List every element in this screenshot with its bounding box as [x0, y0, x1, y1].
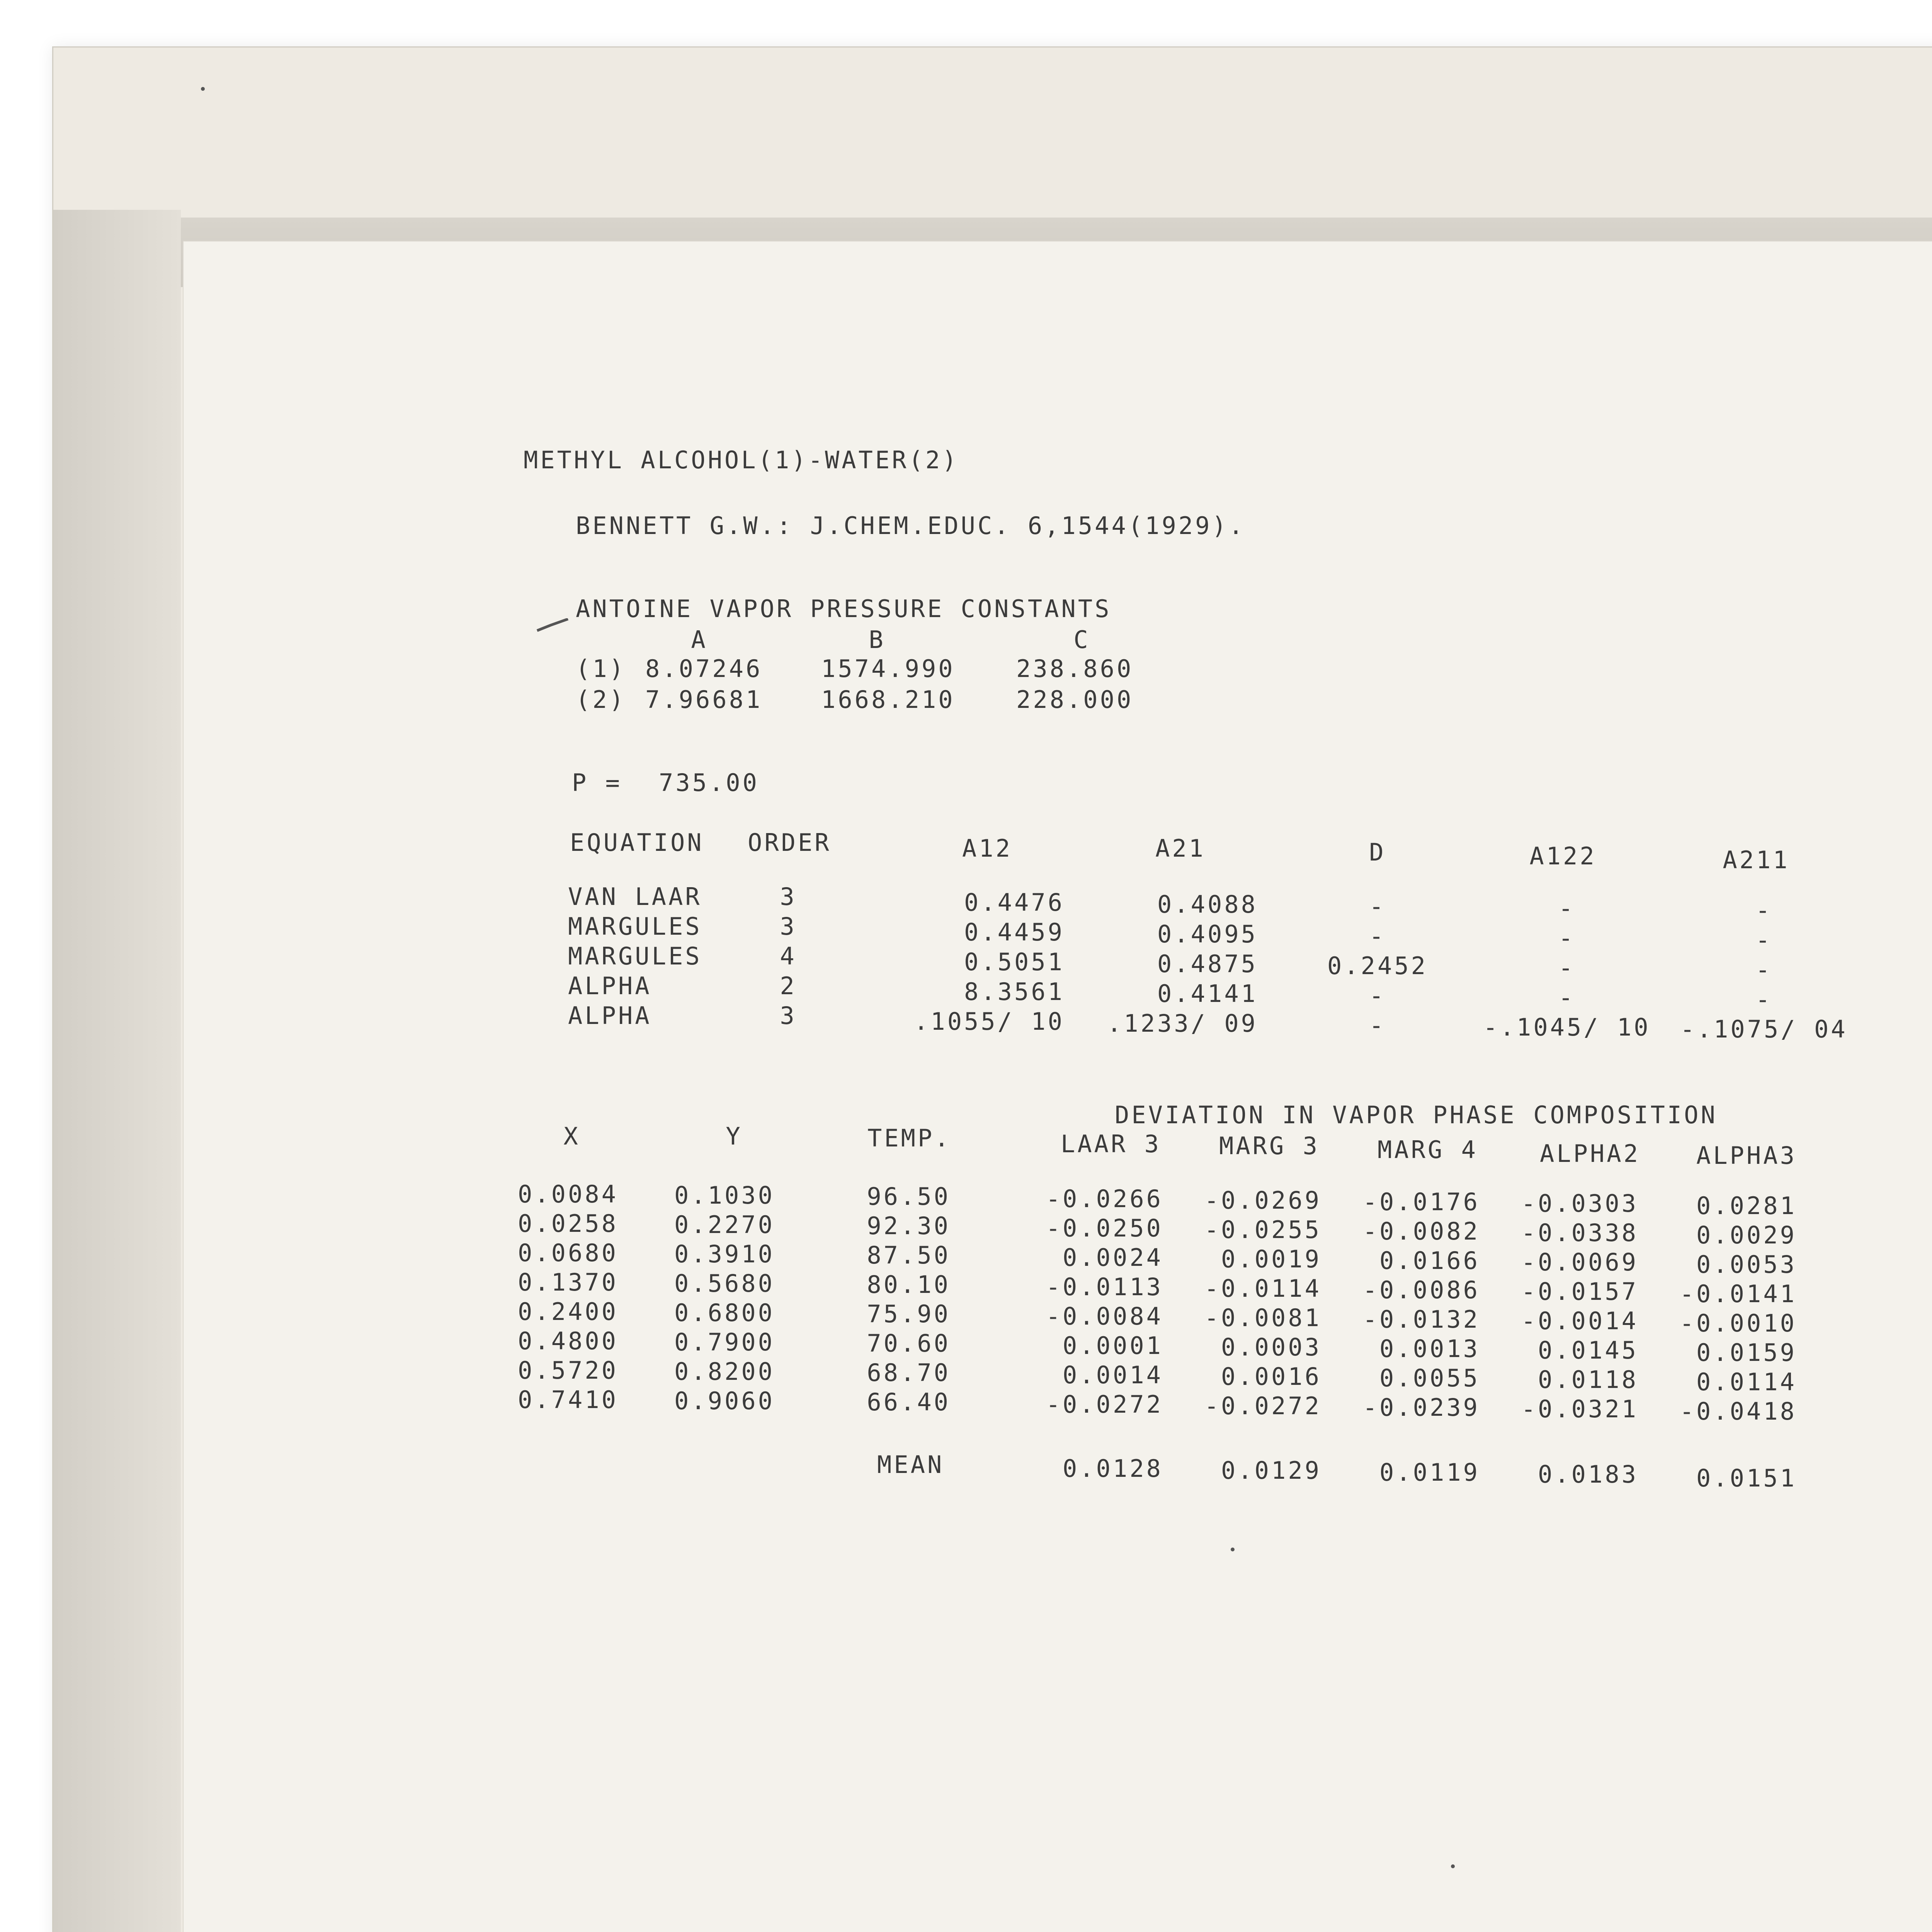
dev-header-alpha3: ALPHA3 [1696, 1141, 1797, 1170]
mean-marg4: 0.0119 [1379, 1458, 1480, 1486]
dev-row-alpha2: -0.0157 [1521, 1277, 1638, 1306]
reference-citation: BENNETT G.W.: J.CHEM.EDUC. 6,1544(1929). [576, 512, 1246, 540]
dev-row-temp: 80.10 [867, 1270, 951, 1299]
mean-marg3: 0.0129 [1221, 1456, 1321, 1485]
dev-row-alpha3: 0.0114 [1696, 1368, 1797, 1396]
dev-row-laar3: 0.0024 [1063, 1243, 1163, 1272]
dev-row-alpha2: -0.0303 [1521, 1189, 1638, 1218]
dev-row-temp: 70.60 [867, 1329, 951, 1357]
dev-row-alpha3: -0.0141 [1679, 1280, 1797, 1308]
dev-row-temp: 66.40 [867, 1388, 951, 1416]
dev-row-marg3: -0.0114 [1204, 1274, 1321, 1303]
eq-row-d: - [1369, 922, 1386, 950]
dev-row-laar3: 0.0001 [1063, 1332, 1163, 1360]
eq-row-order: 4 [780, 942, 797, 970]
dev-row-marg4: 0.0166 [1379, 1247, 1480, 1275]
dev-row-x: 0.1370 [518, 1268, 618, 1296]
eq-row-equation: MARGULES [568, 912, 702, 940]
eq-row-a21: 0.4141 [1157, 980, 1258, 1008]
eq-header-equation: EQUATION [570, 828, 704, 857]
dev-header-x: X [563, 1122, 580, 1150]
eq-row-equation: VAN LAAR [568, 883, 702, 911]
dev-row-alpha3: 0.0281 [1696, 1192, 1797, 1220]
mean-alpha2: 0.0183 [1538, 1460, 1638, 1488]
dev-header-marg4: MARG 4 [1378, 1136, 1478, 1164]
eq-row-a122: - [1558, 894, 1575, 922]
dev-header-laar3: LAAR 3 [1061, 1130, 1161, 1158]
dev-row-alpha2: -0.0014 [1521, 1307, 1638, 1335]
dev-header-alpha2: ALPHA2 [1540, 1139, 1640, 1168]
mean-laar3: 0.0128 [1063, 1454, 1163, 1483]
antoine-row-label: (1) [576, 655, 626, 683]
dev-header-y: Y [726, 1122, 743, 1150]
eq-row-a12: 0.4476 [964, 888, 1065, 917]
eq-row-a21: 0.4095 [1157, 920, 1258, 948]
eq-row-d: 0.2452 [1327, 952, 1428, 980]
mean-label: MEAN [877, 1451, 944, 1479]
dev-row-marg4: 0.0013 [1379, 1335, 1480, 1363]
antoine-col-c: C [1073, 626, 1090, 654]
dev-row-x: 0.0084 [518, 1180, 618, 1208]
dev-row-y: 0.6800 [674, 1299, 775, 1327]
eq-row-d: - [1369, 981, 1386, 1010]
eq-row-d: - [1369, 892, 1386, 920]
eq-row-a12: .1055/ 10 [914, 1007, 1065, 1036]
eq-row-a211: - [1755, 985, 1772, 1014]
dev-row-marg4: -0.0239 [1362, 1393, 1480, 1422]
dev-row-x: 0.0680 [518, 1239, 618, 1267]
antoine-a: 7.96681 [645, 685, 763, 714]
deviation-heading: DEVIATION IN VAPOR PHASE COMPOSITION [1115, 1101, 1718, 1129]
dev-row-temp: 75.90 [867, 1300, 951, 1328]
dev-row-alpha3: 0.0029 [1696, 1221, 1797, 1249]
eq-row-a211: - [1755, 896, 1772, 924]
dev-row-laar3: -0.0250 [1046, 1214, 1163, 1242]
dev-row-marg3: -0.0272 [1204, 1392, 1321, 1420]
dev-row-temp: 92.30 [867, 1212, 951, 1240]
eq-row-a12: 0.4459 [964, 918, 1065, 946]
speck [201, 87, 205, 91]
dev-row-marg4: -0.0086 [1362, 1276, 1480, 1304]
eq-row-order: 3 [780, 912, 797, 940]
dev-row-laar3: -0.0113 [1046, 1273, 1163, 1301]
eq-row-a211: - [1755, 956, 1772, 984]
dev-row-marg4: -0.0082 [1362, 1217, 1480, 1245]
dev-row-marg3: -0.0255 [1204, 1216, 1321, 1244]
dev-row-marg4: -0.0132 [1362, 1305, 1480, 1333]
dev-row-y: 0.1030 [674, 1181, 775, 1209]
eq-row-a122: - [1558, 924, 1575, 952]
eq-row-a21: 0.4875 [1157, 950, 1258, 978]
dev-row-alpha3: -0.0418 [1679, 1397, 1797, 1425]
edge-shadow-left [53, 210, 181, 1932]
eq-row-a21: .1233/ 09 [1107, 1009, 1258, 1037]
dev-row-y: 0.5680 [674, 1269, 775, 1298]
antoine-col-a: A [691, 626, 708, 654]
dev-row-alpha3: -0.0010 [1679, 1309, 1797, 1337]
eq-row-a12: 8.3561 [964, 978, 1065, 1006]
speck [1451, 1864, 1455, 1868]
dev-row-temp: 87.50 [867, 1241, 951, 1269]
mean-alpha3: 0.0151 [1696, 1464, 1797, 1492]
eq-row-d: - [1369, 1011, 1386, 1039]
dev-row-y: 0.8200 [674, 1357, 775, 1386]
dev-row-y: 0.2270 [674, 1211, 775, 1239]
antoine-c: 228.000 [1016, 685, 1134, 714]
check-mark-icon [535, 618, 570, 634]
eq-row-a122: - [1558, 983, 1575, 1012]
dev-row-alpha2: -0.0338 [1521, 1219, 1638, 1247]
dev-row-marg4: -0.0176 [1362, 1188, 1480, 1216]
eq-row-order: 3 [780, 883, 797, 911]
dev-row-alpha2: 0.0145 [1538, 1336, 1638, 1364]
eq-row-order: 3 [780, 1002, 797, 1030]
dev-row-laar3: -0.0266 [1046, 1185, 1163, 1213]
dev-row-alpha2: 0.0118 [1538, 1366, 1638, 1394]
dev-row-alpha3: 0.0053 [1696, 1250, 1797, 1279]
dev-row-x: 0.4800 [518, 1327, 618, 1355]
eq-row-equation: MARGULES [568, 942, 702, 970]
dev-header-marg3: MARG 3 [1219, 1132, 1320, 1160]
dev-row-marg3: 0.0016 [1221, 1362, 1321, 1391]
eq-header-order: ORDER [748, 828, 832, 857]
dev-row-laar3: -0.0272 [1046, 1390, 1163, 1418]
eq-row-equation: ALPHA [568, 972, 652, 1000]
antoine-row-label: (2) [576, 685, 626, 714]
antoine-b: 1574.990 [821, 655, 955, 683]
antoine-heading: ANTOINE VAPOR PRESSURE CONSTANTS [576, 595, 1112, 623]
document-page [183, 241, 1932, 1932]
eq-header-a21: A21 [1155, 834, 1206, 862]
dev-row-alpha3: 0.0159 [1696, 1338, 1797, 1367]
eq-header-a12: A12 [962, 834, 1012, 862]
eq-row-a211: - [1755, 926, 1772, 954]
antoine-a: 8.07246 [645, 655, 763, 683]
eq-row-a122: -.1045/ 10 [1483, 1013, 1651, 1041]
pressure-label: P = [572, 769, 622, 797]
eq-row-a12: 0.5051 [964, 948, 1065, 976]
dev-row-x: 0.0258 [518, 1209, 618, 1238]
document-title: METHYL ALCOHOL(1)-WATER(2) [524, 446, 959, 474]
dev-row-y: 0.9060 [674, 1387, 775, 1415]
dev-header-temp: TEMP. [867, 1124, 951, 1152]
dev-row-y: 0.3910 [674, 1240, 775, 1268]
dev-row-x: 0.5720 [518, 1356, 618, 1384]
dev-row-laar3: 0.0014 [1063, 1361, 1163, 1389]
pressure-value: 735.00 [659, 769, 759, 797]
dev-row-marg4: 0.0055 [1379, 1364, 1480, 1392]
dev-row-marg3: -0.0081 [1204, 1304, 1321, 1332]
dev-row-x: 0.2400 [518, 1298, 618, 1326]
antoine-col-b: B [869, 626, 886, 654]
eq-row-a122: - [1558, 954, 1575, 982]
dev-row-alpha2: -0.0321 [1521, 1395, 1638, 1423]
dev-row-laar3: -0.0084 [1046, 1302, 1163, 1330]
eq-row-a21: 0.4088 [1157, 890, 1258, 918]
eq-row-equation: ALPHA [568, 1002, 652, 1030]
dev-row-temp: 68.70 [867, 1359, 951, 1387]
dev-row-y: 0.7900 [674, 1328, 775, 1356]
dev-row-marg3: -0.0269 [1204, 1186, 1321, 1214]
dev-row-temp: 96.50 [867, 1182, 951, 1211]
eq-row-a211: -.1075/ 04 [1680, 1015, 1848, 1043]
eq-row-order: 2 [780, 972, 797, 1000]
dev-row-marg3: 0.0003 [1221, 1333, 1321, 1361]
eq-header-a122: A122 [1529, 842, 1597, 870]
speck [1231, 1548, 1235, 1551]
eq-header-a211: A211 [1723, 846, 1790, 874]
antoine-b: 1668.210 [821, 685, 955, 714]
eq-header-d: D [1369, 838, 1386, 866]
dev-row-marg3: 0.0019 [1221, 1245, 1321, 1273]
dev-row-x: 0.7410 [518, 1386, 618, 1414]
antoine-c: 238.860 [1016, 655, 1134, 683]
dev-row-alpha2: -0.0069 [1521, 1248, 1638, 1276]
